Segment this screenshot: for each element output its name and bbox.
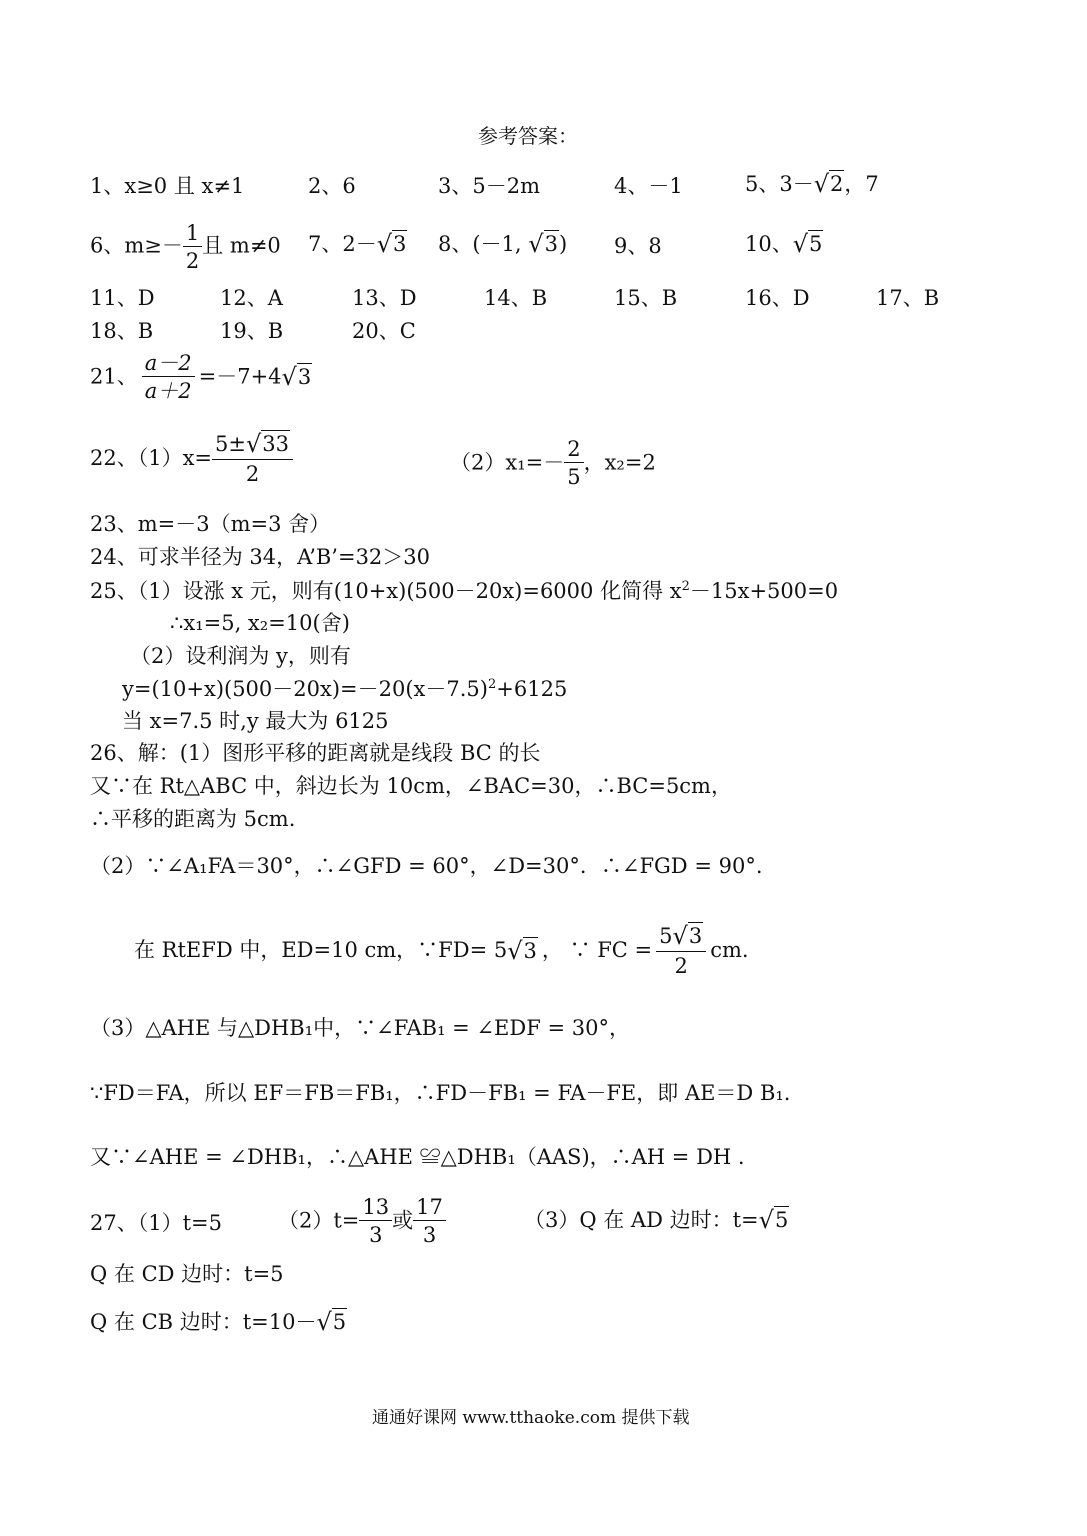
radicand: 3 [393, 232, 407, 256]
answer-23: 23、m=－3（m=3 舍） [90, 512, 331, 536]
choice-19: 19、B [220, 319, 284, 343]
numerator: 2 [564, 438, 583, 463]
answer-10 [745, 232, 823, 256]
answer-26-line5 [134, 924, 749, 977]
answer-2: 2、6 [308, 174, 356, 198]
answer-22-part2-label: （2）x₁=－ [450, 450, 565, 475]
sqrt-expression: √5 [758, 1206, 789, 1234]
answer-25-line2: ∴x₁=5, x₂=10(舍) [170, 611, 350, 635]
fraction [413, 1196, 446, 1246]
answer-27-part2 [278, 1196, 446, 1246]
numerator-prefix: 5± [215, 432, 246, 456]
answer-26-line7: ∵FD＝FA，所以 EF＝FB＝FB₁，∴FD－FB₁ = FA－FE，即 AE＝D B₁. [90, 1081, 791, 1105]
choice-16: 16、D [745, 286, 810, 310]
sqrt-expression: √5 [316, 1308, 347, 1336]
text-segment: （2）t= [278, 1208, 360, 1233]
sqrt-expression: √3 [672, 922, 703, 950]
choice-20: 20、C [352, 319, 416, 343]
answer-26-line2: 又∵在 Rt△ABC 中，斜边长为 10cm，∠BAC=30，∴BC=5cm， [90, 774, 732, 798]
radicand: 5 [332, 1310, 347, 1334]
radicand: 5 [774, 1208, 789, 1232]
answer-8-suffix: ) [558, 232, 568, 256]
answer-21-rhs: =－7+4 [198, 364, 282, 389]
answer-5 [745, 172, 879, 196]
choice-17: 17、B [876, 286, 940, 310]
radicand: 2 [830, 172, 844, 196]
text-segment: －15x+500=0 [689, 579, 839, 603]
answer-25-line4 [122, 678, 567, 700]
answer-5-prefix: 5、3－ [745, 172, 814, 196]
answer-9: 9、8 [614, 234, 662, 258]
choice-15: 15、B [614, 286, 678, 310]
answer-26-line8: 又∵∠AHE = ∠DHB₁，∴△AHE ≌△DHB₁（AAS)，∴AH = DH . [90, 1145, 745, 1169]
sqrt-expression: √5 [792, 230, 823, 258]
sqrt-expression: √3 [281, 363, 312, 392]
answer-22-part1 [90, 432, 293, 485]
radicand: 3 [688, 924, 703, 948]
answer-5-suffix: ，7 [844, 172, 879, 196]
numerator [212, 432, 293, 460]
text-segment: （3）Q 在 AD 边时：t= [524, 1208, 759, 1232]
sqrt-expression: √33 [246, 430, 290, 458]
sqrt-expression: √3 [376, 230, 407, 258]
sqrt-expression: √2 [813, 170, 844, 198]
sqrt-expression: √3 [507, 936, 537, 965]
answer-22-part2-suffix: ，x₂=2 [583, 450, 656, 475]
answer-27-part1: 27、（1）t=5 [90, 1211, 222, 1235]
answer-4: 4、－1 [614, 174, 683, 198]
answer-26-line1: 26、解：(1）图形平移的距离就是线段 BC 的长 [90, 741, 541, 765]
radicand: 3 [544, 232, 558, 256]
answer-22-part2 [450, 438, 656, 488]
sqrt-expression: √3 [528, 230, 558, 258]
fraction [212, 432, 293, 485]
numerator: 1 [183, 222, 202, 247]
numerator: a－2 [142, 352, 195, 377]
answer-3: 3、5－2m [438, 174, 540, 198]
text-segment: cm. [710, 938, 749, 963]
radicand: 3 [297, 365, 312, 390]
answer-26-line3: ∴平移的距离为 5cm. [90, 807, 296, 831]
answer-25-line5: 当 x=7.5 时,y 最大为 6125 [122, 709, 389, 733]
answer-27-line2: Q 在 CD 边时：t=5 [90, 1262, 284, 1286]
answer-6-suffix: 且 m≠0 [202, 233, 281, 258]
text-segment: ， ∵ FC = [541, 938, 653, 963]
numerator-prefix: 5 [659, 924, 673, 948]
footer-text: 通通好课网 www.tthaoke.com 提供下载 [372, 1408, 690, 1428]
superscript: 2 [681, 579, 690, 594]
answer-26-line6: （3）△AHE 与△DHB₁中，∵∠FAB₁ = ∠EDF = 30°， [90, 1016, 630, 1040]
denominator: 2 [185, 249, 200, 274]
denominator: 3 [422, 1223, 437, 1248]
answer-10-prefix: 10、 [745, 232, 793, 256]
text-segment: +6125 [496, 677, 568, 701]
radicand: 33 [262, 432, 290, 456]
answer-6-prefix: 6、m≥－ [90, 233, 183, 258]
answer-6 [90, 222, 281, 272]
choice-14: 14、B [484, 286, 548, 310]
denominator: a＋2 [144, 379, 192, 404]
answer-26-line4: （2）∵∠A₁FA＝30°，∴∠GFD = 60°，∠D=30°．∴∠FGD = 90°. [90, 854, 763, 878]
radicand: 3 [523, 938, 537, 963]
choice-18: 18、B [90, 319, 154, 343]
text-segment: y=(10+x)(500－20x)=－20(x－7.5) [122, 677, 488, 701]
denominator: 5 [567, 465, 581, 490]
fraction [142, 352, 195, 402]
choice-12: 12、A [220, 286, 283, 310]
answer-8-prefix: 8、(－1, [438, 232, 522, 256]
text-segment: 25、（1）设涨 x 元，则有(10+x)(500－20x)=6000 化简得 x [90, 579, 682, 603]
text-segment: 在 RtEFD 中，ED=10 cm，∵FD= 5 [134, 938, 508, 963]
answer-25-line1 [90, 580, 838, 602]
text-segment: 或 [392, 1208, 414, 1233]
answer-22-label: 22、（1）x= [90, 446, 213, 471]
denominator: 2 [245, 462, 260, 487]
fraction [564, 438, 583, 488]
fraction [656, 924, 706, 977]
choice-13: 13、D [352, 286, 417, 310]
choice-11: 11、D [90, 286, 155, 310]
fraction [183, 222, 202, 272]
denominator: 3 [369, 1223, 383, 1248]
answer-24: 24、可求半径为 34，A’B’=32＞30 [90, 545, 431, 569]
answer-1: 1、x≥0 且 x≠1 [90, 174, 245, 198]
answer-27-line3 [90, 1310, 347, 1334]
denominator: 2 [674, 954, 688, 979]
answer-25-line3: （2）设利润为 y，则有 [130, 644, 351, 668]
numerator: 17 [413, 1196, 446, 1221]
page-title: 参考答案： [478, 124, 578, 148]
answer-21-label: 21、 [90, 364, 138, 389]
answer-7-prefix: 7、2－ [308, 232, 377, 256]
text-segment: Q 在 CB 边时：t=10－ [90, 1310, 317, 1334]
answer-27-part3 [524, 1208, 789, 1232]
answer-7 [308, 232, 407, 256]
radicand: 5 [809, 232, 823, 256]
answer-21 [90, 352, 312, 402]
superscript: 2 [487, 677, 497, 692]
fraction [359, 1196, 392, 1246]
numerator [656, 924, 706, 952]
answer-8 [438, 232, 567, 256]
numerator: 13 [359, 1196, 392, 1221]
